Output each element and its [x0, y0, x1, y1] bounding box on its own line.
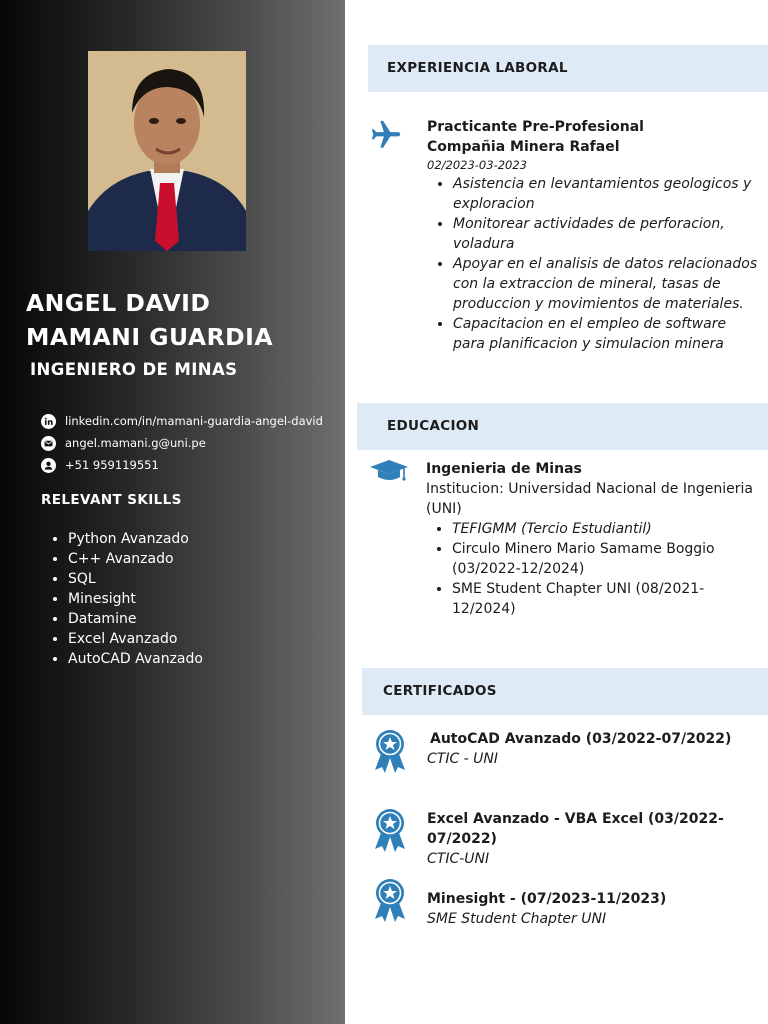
award-ribbon-icon [372, 728, 408, 774]
skills-list [41, 529, 203, 669]
list-item: • Circulo Minero Mario Samame Boggio (03/2022-12/2024) [452, 539, 764, 579]
certificates-title: CERTIFICADOS [383, 683, 497, 699]
airplane-icon [369, 118, 403, 152]
skill-item: • SQL [68, 569, 203, 589]
phone-number[interactable]: +51 959119551 [65, 458, 159, 472]
name-line-2: MAMANI GUARDIA [26, 323, 274, 351]
skill-item: • Datamine [68, 609, 203, 629]
job-dates: 02/2023-03-2023 [427, 158, 527, 172]
profile-photo [88, 51, 246, 251]
job-duties-list [427, 174, 762, 354]
certificate-name: AutoCAD Avanzado (03/2022-07/2022) [430, 731, 732, 747]
contact-phone[interactable] [41, 454, 323, 476]
education-activities-list [426, 519, 764, 619]
full-name [26, 286, 336, 354]
experience-title: EXPERIENCIA LABORAL [387, 60, 568, 76]
company-name: Compañia Minera Rafael [427, 139, 620, 155]
certificate-issuer: CTIC-UNI [427, 851, 490, 867]
list-item: • Apoyar en el analisis de datos relacionados con la extraccion de mineral, tasas de produccion y movimientos de materiales. [453, 254, 762, 314]
contact-list [41, 410, 323, 476]
linkedin-icon [41, 414, 56, 429]
mail-icon [41, 436, 56, 451]
certificate-entry [427, 809, 727, 869]
skill-item: • Minesight [68, 589, 203, 609]
skill-item: • AutoCAD Avanzado [68, 649, 203, 669]
graduation-cap-icon [369, 458, 409, 486]
contact-email[interactable] [41, 432, 323, 454]
certificate-issuer: CTIC - UNI [427, 751, 499, 767]
education-title: EDUCACION [387, 418, 480, 434]
job-role: INGENIERO DE MINAS [30, 360, 238, 379]
certificates-section-header [362, 668, 768, 715]
certificate-issuer: SME Student Chapter UNI [427, 911, 607, 927]
linkedin-link[interactable]: linkedin.com/in/mamani-guardia-angel-david [65, 414, 323, 428]
certificate-entry [427, 729, 765, 769]
degree-title: Ingenieria de Minas [426, 461, 582, 477]
award-ribbon-icon [372, 807, 408, 853]
skill-item: • Excel Avanzado [68, 629, 203, 649]
award-ribbon-icon [372, 877, 408, 923]
job-title: Practicante Pre-Profesional [427, 119, 644, 135]
experience-entry [427, 117, 762, 354]
list-item: • SME Student Chapter UNI (08/2021-12/2024) [452, 579, 764, 619]
institution: Institucion: Universidad Nacional de Ingenieria (UNI) [426, 481, 753, 517]
skill-item: • Python Avanzado [68, 529, 203, 549]
email-link[interactable]: angel.mamani.g@uni.pe [65, 436, 206, 450]
user-icon [41, 458, 56, 473]
list-item: • Asistencia en levantamientos geologicos y exploracion [453, 174, 762, 214]
skills-heading: RELEVANT SKILLS [41, 492, 182, 508]
contact-linkedin[interactable] [41, 410, 323, 432]
education-entry [426, 459, 764, 619]
list-item: • Capacitacion en el empleo de software para planificacion y simulacion minera [453, 314, 762, 354]
certificate-entry [427, 889, 765, 929]
list-item: • TEFIGMM (Tercio Estudiantil) [452, 519, 764, 539]
skill-item: • C++ Avanzado [68, 549, 203, 569]
certificate-name: Minesight - (07/2023-11/2023) [427, 891, 667, 907]
name-line-1: ANGEL DAVID [26, 289, 211, 317]
experience-section-header [368, 45, 768, 92]
sidebar [0, 0, 345, 1024]
list-item: • Monitorear actividades de perforacion, voladura [453, 214, 762, 254]
certificate-name: Excel Avanzado - VBA Excel (03/2022-07/2022) [427, 811, 724, 847]
education-section-header [357, 403, 768, 450]
